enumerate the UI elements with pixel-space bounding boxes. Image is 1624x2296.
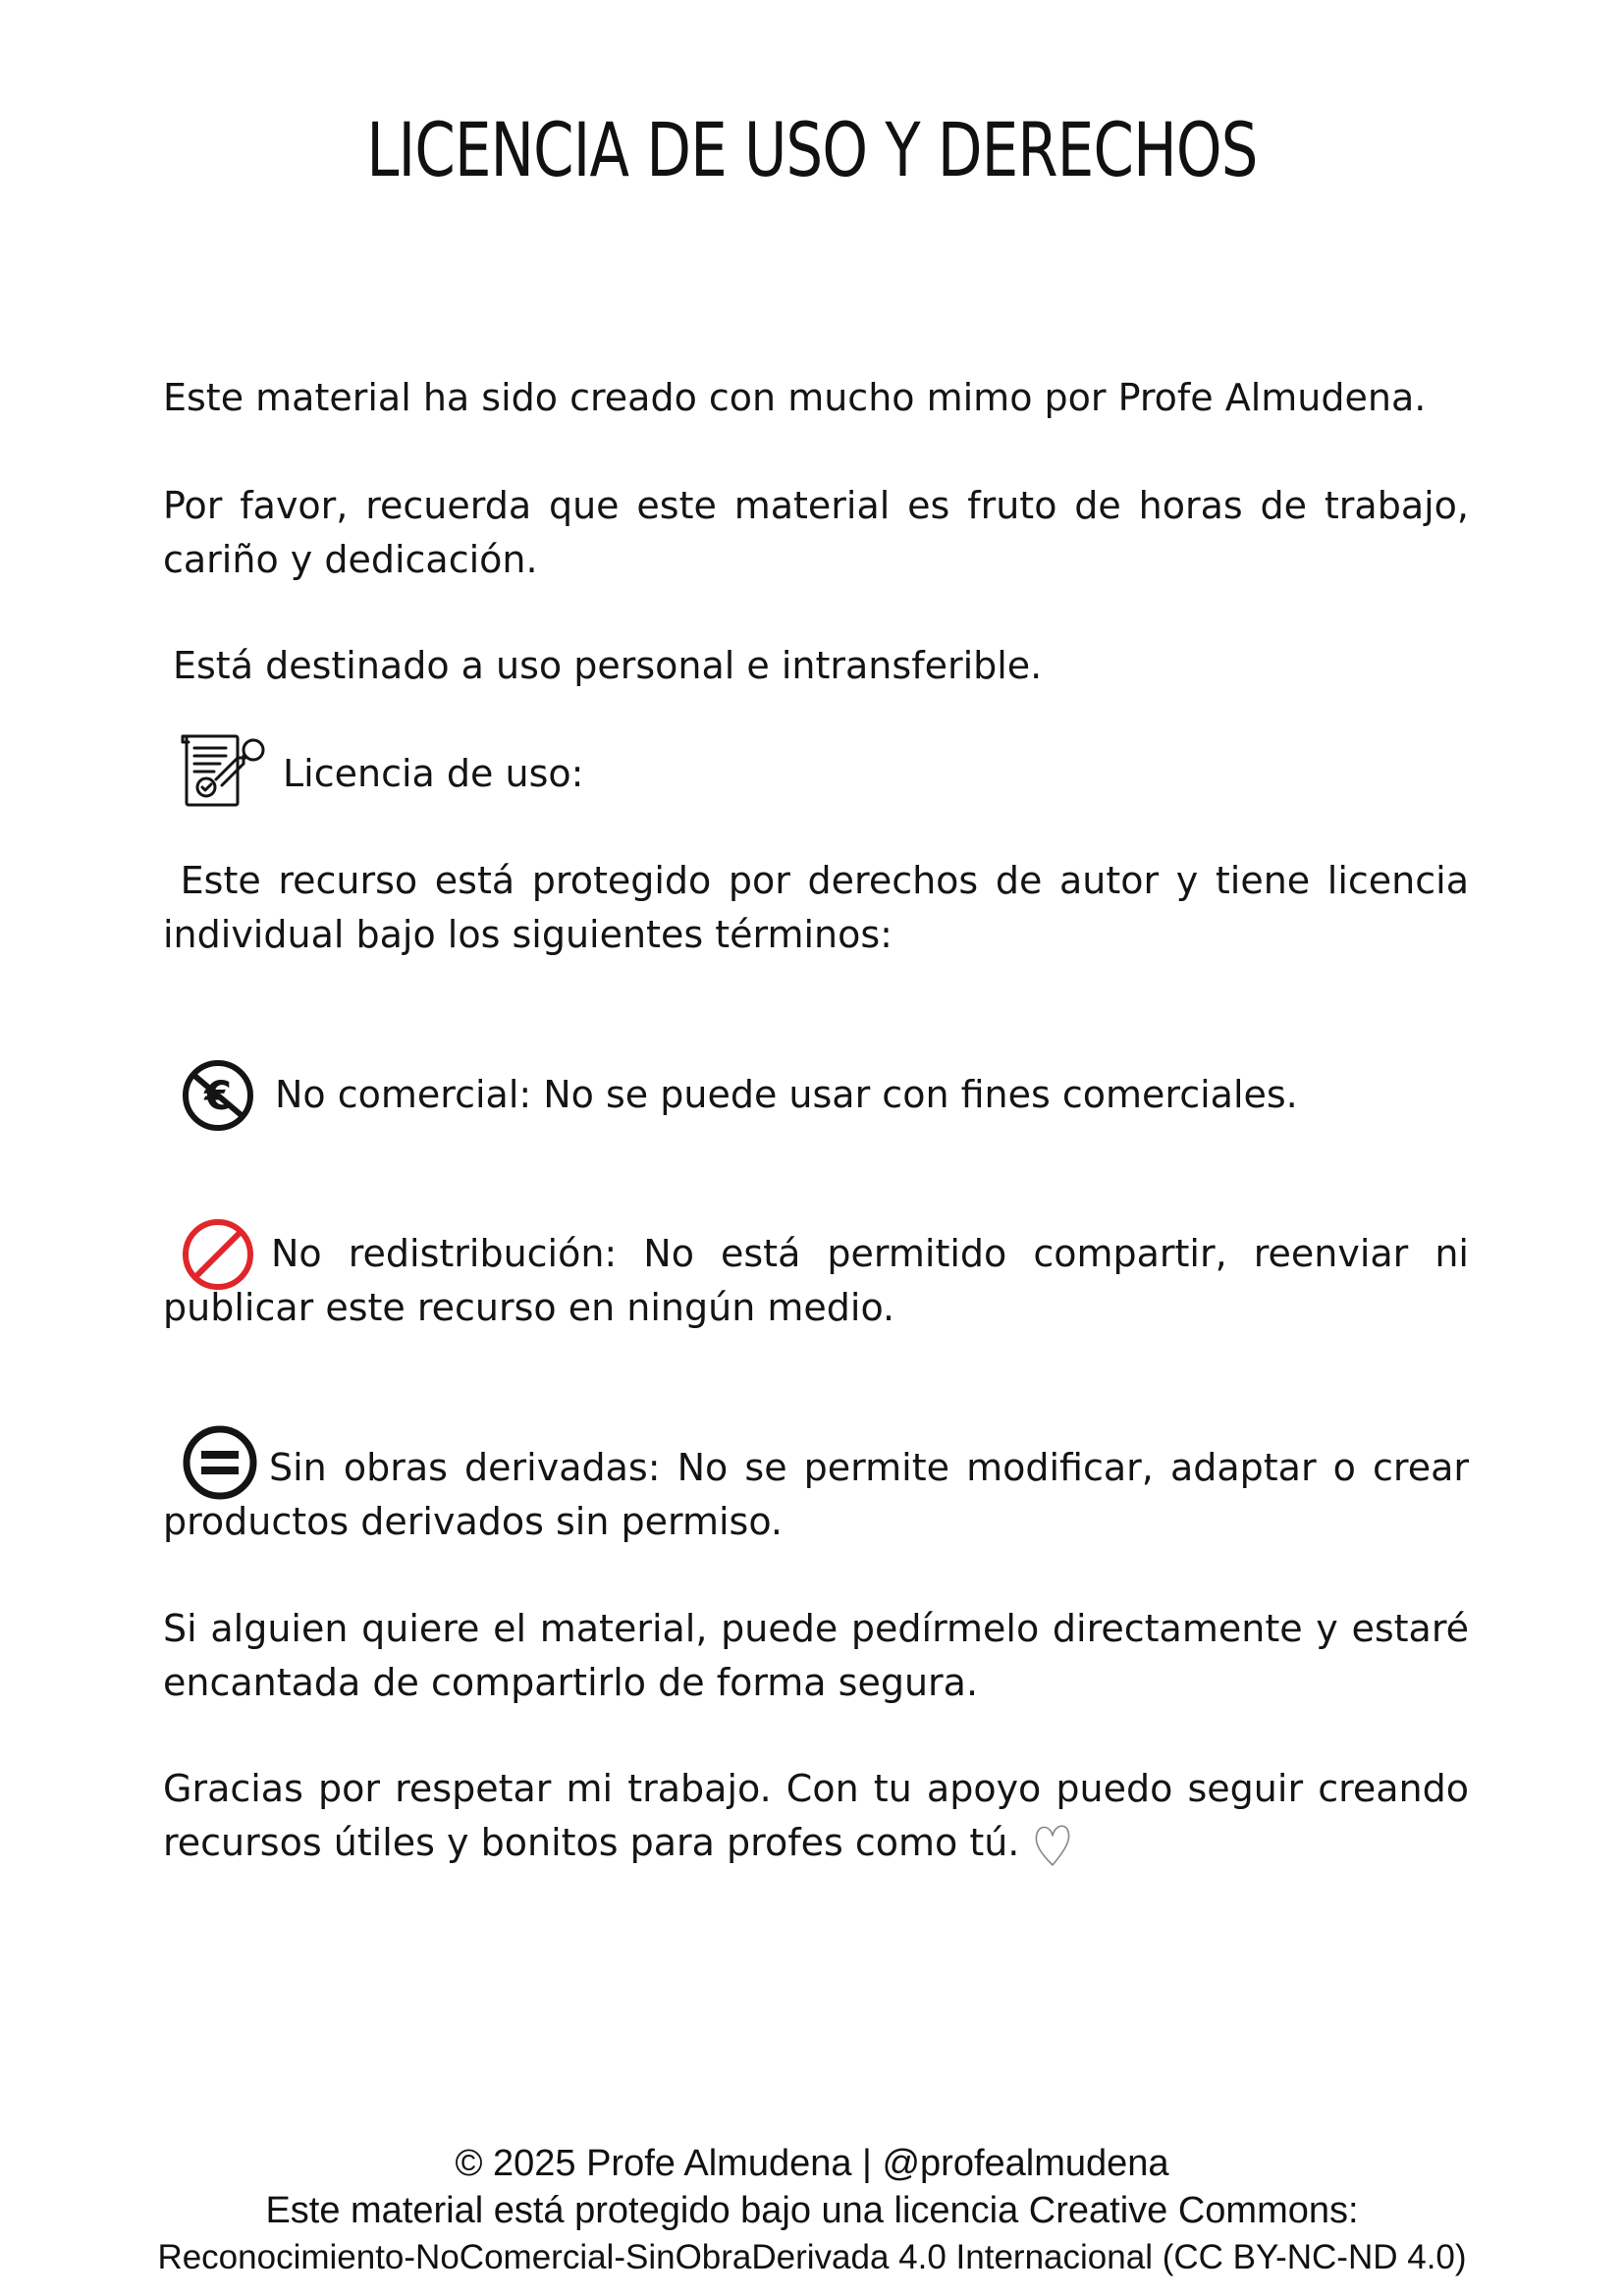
term-no-redistribution: No redistribución: No está permitido compartir, reenviar ni publicar este recurso en ningún medio. xyxy=(163,1232,1469,1329)
license-document-icon xyxy=(181,728,271,809)
thanks-paragraph xyxy=(163,1762,1469,1870)
request-paragraph: Si alguien quiere el material, puede pedírmelo directamente y estaré encantada de compartirlo de forma segura. xyxy=(163,1607,1469,1704)
thanks-text: Gracias por respetar mi trabajo. Con tu apoyo puedo seguir creando recursos útiles y bonitos para profes como tú. xyxy=(163,1767,1469,1864)
footer-license-line: Este material está protegido bajo una licencia Creative Commons: xyxy=(265,2190,1359,2231)
footer-license-name: Reconocimiento-NoComercial-SinObraDerivada 4.0 Internacional (CC BY-NC-ND 4.0) xyxy=(157,2238,1467,2276)
term-no-commercial: No comercial: No se puede usar con fines comerciales. xyxy=(275,1073,1298,1116)
footer-copyright: © 2025 Profe Almudena | @profealmudena xyxy=(455,2143,1169,2184)
svg-text:€: € xyxy=(204,1074,232,1119)
license-intro-text: Este recurso está protegido por derechos de autor y tiene licencia individual bajo los siguientes términos: xyxy=(163,859,1469,956)
destination-paragraph: Está destinado a uso personal e intransferible. xyxy=(173,644,1043,687)
no-commercial-euro-icon xyxy=(181,1058,255,1133)
license-intro-paragraph xyxy=(163,854,1469,962)
reminder-paragraph: Por favor, recuerda que este material es fruto de horas de trabajo, cariño y dedicación. xyxy=(163,484,1469,581)
page-title: LICENCIA DE USO Y DERECHOS xyxy=(366,106,1258,193)
license-heading: Licencia de uso: xyxy=(283,752,584,795)
term-no-derivatives: Sin obras derivadas: No se permite modificar, adaptar o crear productos derivados sin permiso. xyxy=(163,1446,1469,1543)
heart-icon xyxy=(1031,1820,1074,1869)
intro-paragraph: Este material ha sido creado con mucho mimo por Profe Almudena. xyxy=(163,376,1427,419)
